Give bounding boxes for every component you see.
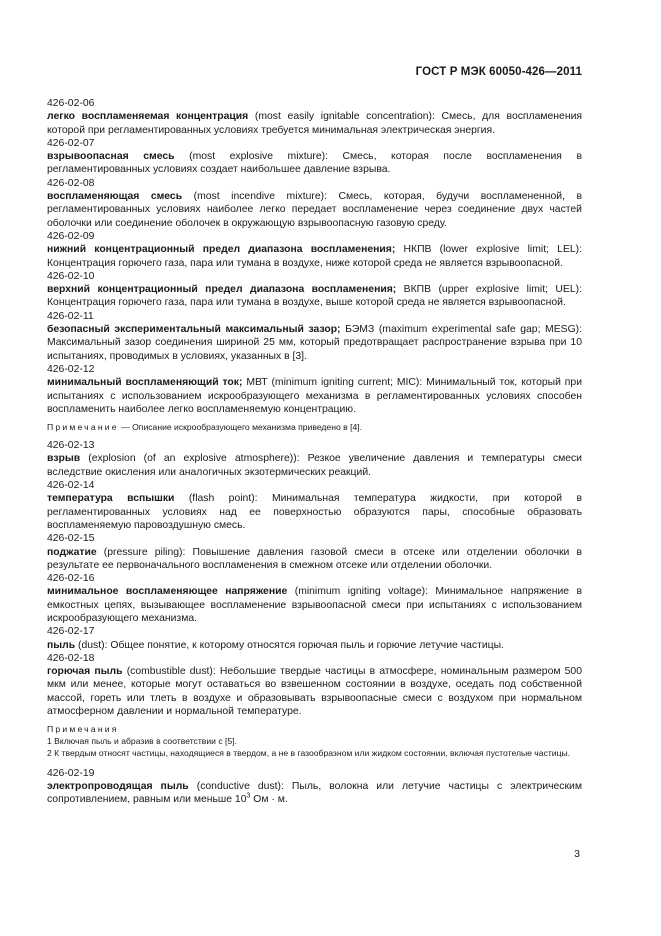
term-number: 426-02-10 [47, 270, 95, 282]
term-number: 426-02-09 [47, 230, 95, 242]
term-name: минимальное воспламеняющее напряжение [47, 586, 288, 598]
term-text: БЭМЗ (maximum experimental safe gap; MESG): Максимальный зазор соединения шириной 25 мм, который предотвращает распространение взрыва при 10 испытаниях, проводимых в условиях, указанных в [3]. [47, 324, 582, 362]
term-name: поджатие [47, 546, 97, 558]
term-entry [47, 767, 582, 807]
note-text: — Описание искрообразующего механизма приведено в [4]. [118, 422, 363, 433]
term-text: (pressure piling): Повышение давления газовой смеси в отсеке или отделении оболочки в результате ее первоначального воспламенения в смежном отсеке или отделении оболочки. [47, 546, 582, 571]
term-entry [47, 439, 582, 479]
term-name: воспламеняющая смесь [47, 191, 183, 203]
term-text: (dust): Общее понятие, к которому относятся горючая пыль и горючие летучие частицы. [75, 639, 504, 651]
document-header: ГОСТ Р МЭК 60050-426—2011 [415, 66, 582, 78]
notes-title: Примечания [47, 724, 119, 735]
term-number: 426-02-07 [47, 137, 95, 149]
term-entry [47, 625, 582, 652]
term-entry [47, 230, 582, 270]
term-entry [47, 310, 582, 363]
term-number: 426-02-17 [47, 626, 95, 638]
term-name: взрывоопасная смесь [47, 151, 175, 163]
term-entry [47, 97, 582, 137]
term-text: (flash point): Минимальная температура жидкости, при которой в регламентированных условиях над ее поверхностью образуются пары, способные образовать воспламеняемую паровоздушную смесь. [47, 493, 582, 531]
term-definition [47, 283, 582, 310]
entries-group-1 [47, 97, 582, 416]
document-body [47, 97, 582, 807]
term-definition [47, 150, 582, 177]
term-definition [47, 492, 582, 532]
entries-group-2 [47, 439, 582, 718]
unit-text: Ом · м. [250, 794, 288, 806]
term-entry [47, 177, 582, 230]
superscript: 3 [246, 792, 251, 800]
page-number: 3 [574, 848, 580, 860]
term-number: 426-02-12 [47, 363, 95, 375]
notes-block [47, 724, 582, 759]
term-definition [47, 639, 582, 652]
term-definition [47, 376, 582, 416]
term-entry [47, 479, 582, 532]
term-text: (most incendive mixture): Смесь, которая, будучи воспламененной, в регламентированных условиях наиболее легко передает воспламенение через соединение двух частей оболочки или соединение оболочек в окружающую взрывоопасную газовую среду. [47, 191, 583, 229]
term-text: ВКПВ (upper explosive limit; UEL): Концентрация горючего газа, пара или тумана в воздухе, выше которой среда не является взрывоопасной. [47, 284, 582, 309]
term-name: легко воспламеняемая концентрация [47, 111, 249, 123]
term-definition [47, 546, 582, 573]
term-number: 426-02-13 [47, 440, 95, 452]
note-item: 2 К твердым относят частицы, находящиеся в твердом, а не в газообразном или жидком состоянии, включая пустотелые частицы. [47, 747, 571, 758]
term-name: нижний концентрационный предел диапазона воспламенения; [47, 244, 396, 256]
term-text: НКПВ (lower explosive limit; LEL): Концентрация горючего газа, пара или тумана в воздухе, ниже которой среда не является взрывоопасной. [47, 244, 582, 269]
term-entry [47, 532, 582, 572]
term-definition [47, 452, 582, 479]
term-text: (combustible dust): Небольшие твердые частицы в атмосфере, номинальным размером 500 мкм или менее, которые могут оставаться во взвешенном состоянии в воздухе, оседать под собственной массой, гореть или тлеть в воздухе и образовывать взрывоопасные смеси с воздухом при нормальном атмосферном давлении и нормальной температуре. [47, 666, 582, 718]
term-text: (most easily ignitable concentration): Смесь, для воспламенения которой при регламентированных условиях требуется минимальная электрическая энергия. [47, 111, 582, 136]
term-text: МВТ (minimum igniting current; MIC): Минимальный ток, который при испытаниях с использованием искрообразующего механизма в регламентированных условиях способен воспламенить наиболее легко воспламеняемую концентрацию. [47, 377, 582, 415]
term-definition [47, 585, 582, 625]
term-number: 426-02-08 [47, 177, 95, 189]
term-number: 426-02-15 [47, 533, 95, 545]
term-name: электропроводящая пыль [47, 781, 189, 793]
note [47, 421, 582, 433]
term-definition [47, 780, 582, 807]
term-name: температура вспышки [47, 493, 175, 505]
term-name: верхний концентрационный предел диапазона воспламенения; [47, 284, 397, 296]
term-entry [47, 363, 582, 416]
term-entry [47, 270, 582, 310]
term-number: 426-02-06 [47, 98, 95, 109]
term-definition [47, 110, 582, 137]
term-number: 426-02-11 [47, 310, 94, 322]
term-name: безопасный экспериментальный максимальный зазор; [47, 324, 341, 336]
note-label: Примечание [47, 422, 119, 433]
term-name: взрыв [47, 453, 81, 465]
term-name: горючая пыль [47, 666, 123, 678]
term-text: (most explosive mixture): Смесь, которая после воспламенения в регламентированных условиях создает наибольшее давление взрыва. [47, 151, 582, 176]
term-name: пыль [47, 639, 76, 651]
term-definition [47, 243, 582, 270]
term-definition [47, 665, 582, 718]
term-entry [47, 137, 582, 177]
term-number: 426-02-18 [47, 652, 95, 664]
term-text: (minimum igniting voltage): Минимальное напряжение в емкостных цепях, вызывающее воспламенение взрывоопасной смеси при испытаниях с использованием искрообразующего механизма. [47, 586, 583, 624]
term-text: (conductive dust): Пыль, волокна или летучие частицы с электрическим сопротивлением, равным или меньше 10 [47, 781, 582, 806]
note-item: 1 Включая пыль и абразив в соответствии с [5]. [47, 736, 237, 747]
term-definition [47, 190, 582, 230]
term-number: 426-02-19 [47, 767, 95, 779]
term-entry [47, 572, 582, 625]
term-definition [47, 323, 582, 363]
term-entry [47, 652, 582, 718]
term-number: 426-02-16 [47, 573, 95, 585]
term-number: 426-02-14 [47, 480, 95, 492]
term-name: минимальный воспламеняющий ток; [47, 377, 243, 389]
term-text: (explosion (of an explosive atmosphere)): Резкое увеличение давления и температуры смеси вследствие окисления или аналогичных экзотермических реакций. [47, 453, 582, 478]
